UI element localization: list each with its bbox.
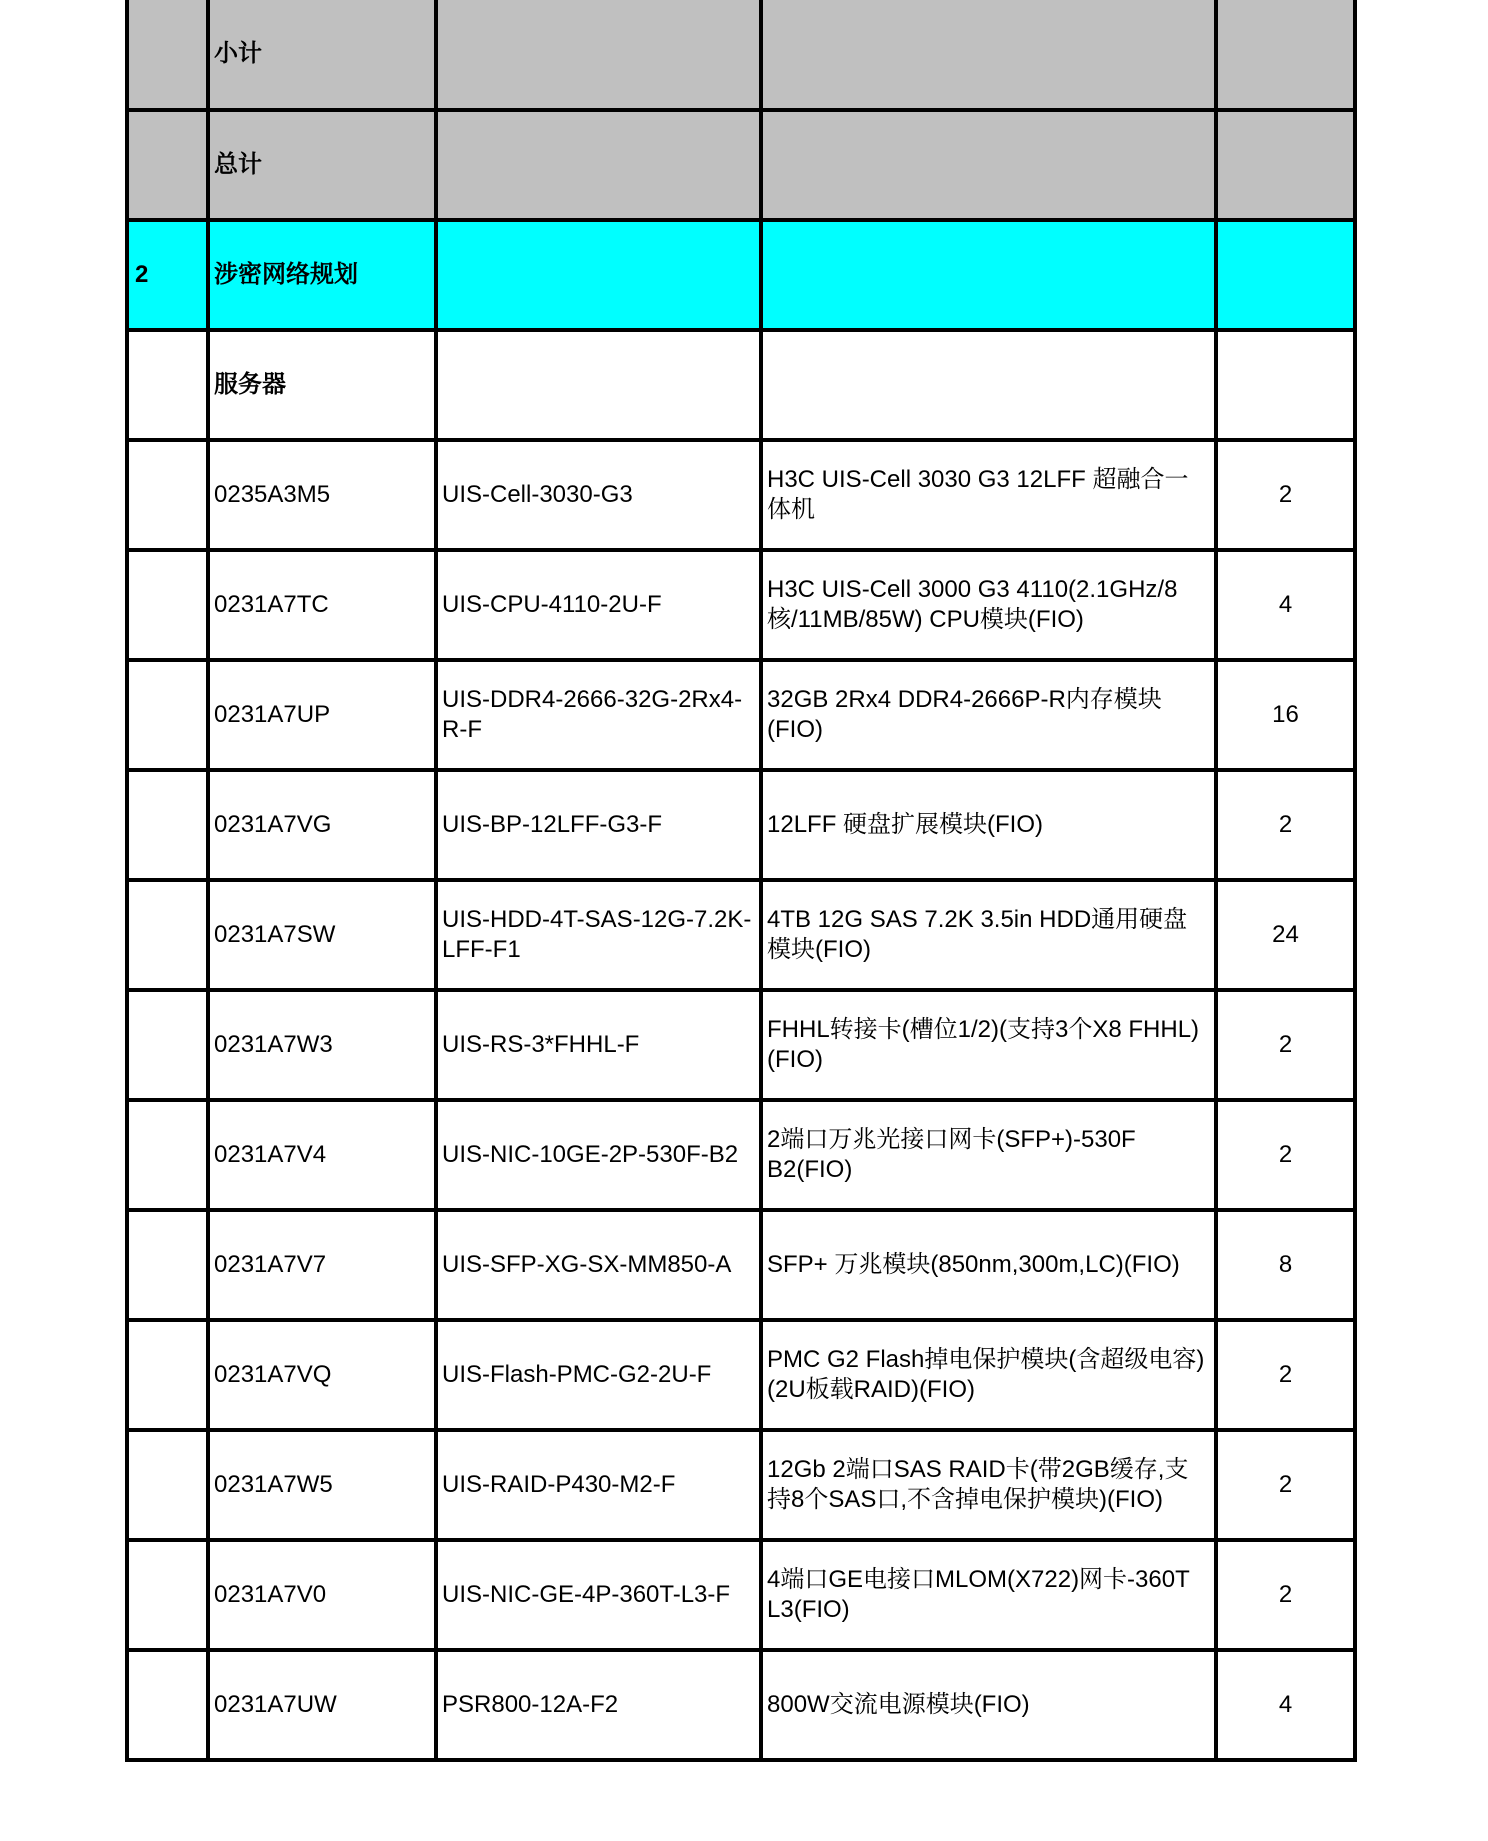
part-code: 0231A7TC <box>208 550 436 660</box>
qty-cell <box>1216 0 1355 110</box>
part-quantity: 2 <box>1216 1320 1355 1430</box>
part-quantity: 2 <box>1216 1430 1355 1540</box>
part-description: PMC G2 Flash掉电保护模块(含超级电容)(2U板载RAID)(FIO) <box>761 1320 1216 1430</box>
part-model: UIS-NIC-GE-4P-360T-L3-F <box>436 1540 761 1650</box>
part-model: UIS-DDR4-2666-32G-2Rx4-R-F <box>436 660 761 770</box>
part-description: FHHL转接卡(槽位1/2)(支持3个X8 FHHL)(FIO) <box>761 990 1216 1100</box>
index-cell <box>127 1430 208 1540</box>
table-row <box>127 440 1355 550</box>
index-cell <box>127 1100 208 1210</box>
part-quantity: 2 <box>1216 990 1355 1100</box>
part-quantity: 4 <box>1216 550 1355 660</box>
desc-cell <box>761 110 1216 220</box>
index-cell <box>127 1320 208 1430</box>
model-cell <box>436 220 761 330</box>
index-cell <box>127 880 208 990</box>
qty-cell <box>1216 330 1355 440</box>
desc-cell <box>761 330 1216 440</box>
part-description: 4端口GE电接口MLOM(X722)网卡-360T L3(FIO) <box>761 1540 1216 1650</box>
table-row <box>127 880 1355 990</box>
model-cell <box>436 330 761 440</box>
part-description: H3C UIS-Cell 3000 G3 4110(2.1GHz/8核/11MB/85W) CPU模块(FIO) <box>761 550 1216 660</box>
part-quantity: 4 <box>1216 1650 1355 1760</box>
total-row <box>127 110 1355 220</box>
part-quantity: 2 <box>1216 770 1355 880</box>
part-description: 32GB 2Rx4 DDR4-2666P-R内存模块(FIO) <box>761 660 1216 770</box>
total-label: 总计 <box>208 110 436 220</box>
part-quantity: 2 <box>1216 440 1355 550</box>
quotation-table <box>125 0 1357 1762</box>
category-row <box>127 330 1355 440</box>
part-code: 0231A7UP <box>208 660 436 770</box>
part-description: 800W交流电源模块(FIO) <box>761 1650 1216 1760</box>
model-cell <box>436 110 761 220</box>
category-title: 服务器 <box>208 330 436 440</box>
part-model: UIS-RAID-P430-M2-F <box>436 1430 761 1540</box>
table-row <box>127 1430 1355 1540</box>
index-cell <box>127 110 208 220</box>
table-row <box>127 550 1355 660</box>
model-cell <box>436 0 761 110</box>
table-row <box>127 1650 1355 1760</box>
qty-cell <box>1216 110 1355 220</box>
desc-cell <box>761 220 1216 330</box>
part-model: UIS-NIC-10GE-2P-530F-B2 <box>436 1100 761 1210</box>
table-row <box>127 1540 1355 1650</box>
part-description: SFP+ 万兆模块(850nm,300m,LC)(FIO) <box>761 1210 1216 1320</box>
part-model: UIS-BP-12LFF-G3-F <box>436 770 761 880</box>
part-code: 0231A7V7 <box>208 1210 436 1320</box>
part-model: UIS-HDD-4T-SAS-12G-7.2K-LFF-F1 <box>436 880 761 990</box>
subtotal-label: 小计 <box>208 0 436 110</box>
table-row <box>127 660 1355 770</box>
qty-cell <box>1216 220 1355 330</box>
part-model: UIS-Flash-PMC-G2-2U-F <box>436 1320 761 1430</box>
table-row <box>127 1100 1355 1210</box>
table-row <box>127 1210 1355 1320</box>
part-description: 12LFF 硬盘扩展模块(FIO) <box>761 770 1216 880</box>
subtotal-row <box>127 0 1355 110</box>
part-quantity: 16 <box>1216 660 1355 770</box>
part-quantity: 24 <box>1216 880 1355 990</box>
part-code: 0235A3M5 <box>208 440 436 550</box>
part-code: 0231A7VG <box>208 770 436 880</box>
part-description: H3C UIS-Cell 3030 G3 12LFF 超融合一体机 <box>761 440 1216 550</box>
part-description: 4TB 12G SAS 7.2K 3.5in HDD通用硬盘模块(FIO) <box>761 880 1216 990</box>
section-header-row <box>127 220 1355 330</box>
section-title: 涉密网络规划 <box>208 220 436 330</box>
part-code: 0231A7W3 <box>208 990 436 1100</box>
part-quantity: 8 <box>1216 1210 1355 1320</box>
index-cell <box>127 1650 208 1760</box>
section-index: 2 <box>127 220 208 330</box>
index-cell <box>127 660 208 770</box>
part-quantity: 2 <box>1216 1540 1355 1650</box>
part-model: UIS-RS-3*FHHL-F <box>436 990 761 1100</box>
part-model: UIS-SFP-XG-SX-MM850-A <box>436 1210 761 1320</box>
part-quantity: 2 <box>1216 1100 1355 1210</box>
part-model: UIS-CPU-4110-2U-F <box>436 550 761 660</box>
index-cell <box>127 990 208 1100</box>
part-description: 12Gb 2端口SAS RAID卡(带2GB缓存,支持8个SAS口,不含掉电保护模块)(FIO) <box>761 1430 1216 1540</box>
part-description: 2端口万兆光接口网卡(SFP+)-530F B2(FIO) <box>761 1100 1216 1210</box>
table-row <box>127 1320 1355 1430</box>
part-model: PSR800-12A-F2 <box>436 1650 761 1760</box>
table-row <box>127 770 1355 880</box>
index-cell <box>127 1210 208 1320</box>
table-row <box>127 990 1355 1100</box>
desc-cell <box>761 0 1216 110</box>
index-cell <box>127 1540 208 1650</box>
index-cell <box>127 0 208 110</box>
part-code: 0231A7SW <box>208 880 436 990</box>
part-code: 0231A7V4 <box>208 1100 436 1210</box>
index-cell <box>127 440 208 550</box>
part-model: UIS-Cell-3030-G3 <box>436 440 761 550</box>
part-code: 0231A7UW <box>208 1650 436 1760</box>
index-cell <box>127 550 208 660</box>
part-code: 0231A7W5 <box>208 1430 436 1540</box>
part-code: 0231A7VQ <box>208 1320 436 1430</box>
part-code: 0231A7V0 <box>208 1540 436 1650</box>
index-cell <box>127 330 208 440</box>
index-cell <box>127 770 208 880</box>
